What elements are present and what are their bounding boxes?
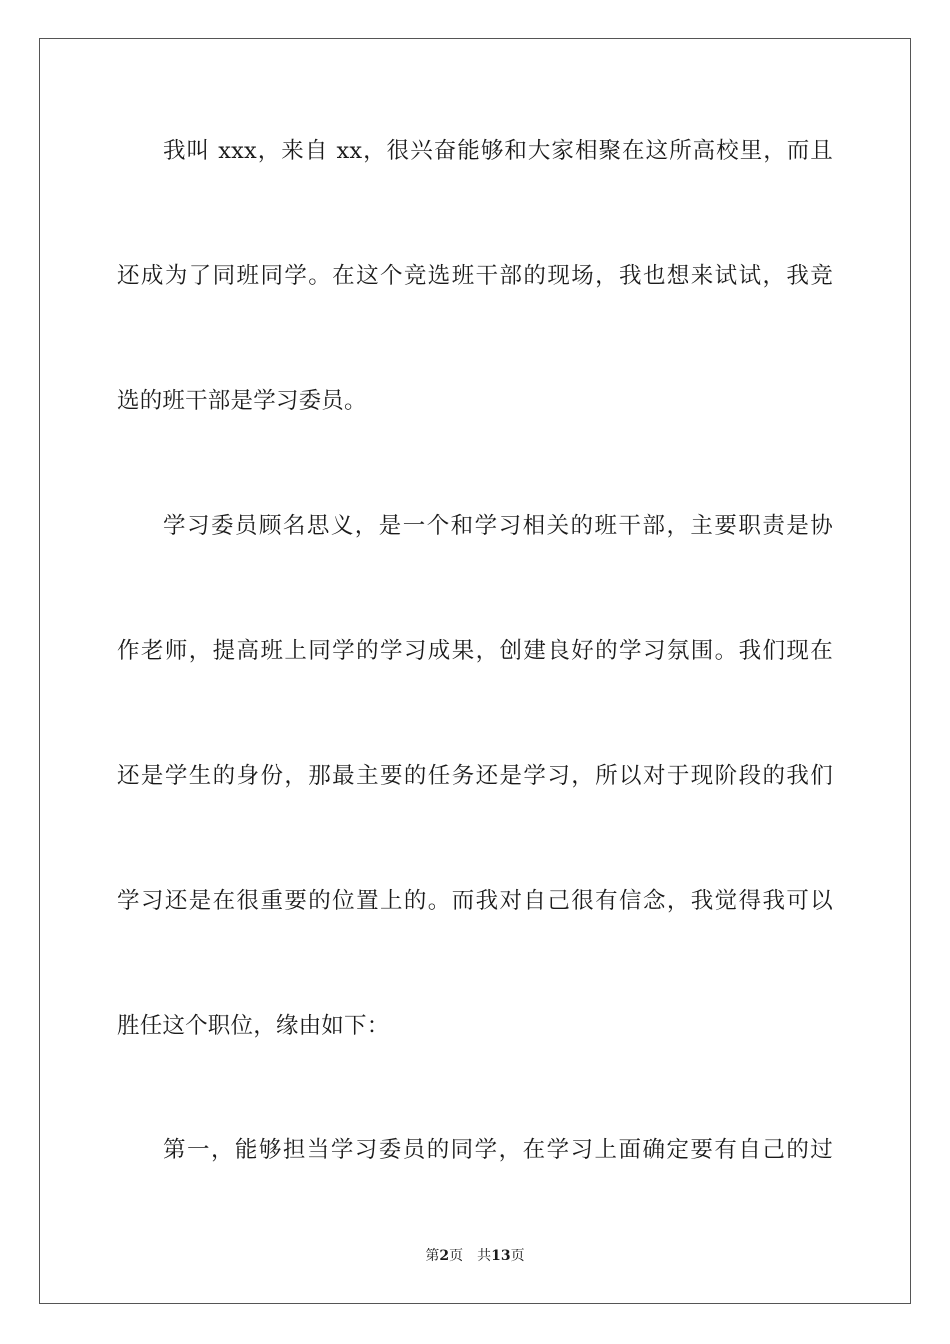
paragraph-line: 我叫 xxx，来自 xx，很兴奋能够和大家相聚在这所高校里，而且 — [163, 138, 833, 164]
total-page-number: 13 — [491, 1248, 511, 1264]
paragraph-line: 第一，能够担当学习委员的同学，在学习上面确定要有自己的过 — [163, 1137, 833, 1163]
page-border — [39, 38, 911, 1304]
paragraph-line: 还成为了同班同学。在这个竞选班干部的现场，我也想来试试，我竞 — [117, 263, 833, 289]
paragraph-line: 选的班干部是学习委员。 — [117, 388, 367, 414]
current-page-number: 2 — [439, 1248, 450, 1264]
page-prefix: 第 — [425, 1248, 440, 1264]
paragraph-line: 作老师，提高班上同学的学习成果，创建良好的学习氛围。我们现在 — [117, 638, 833, 664]
paragraph-line: 还是学生的身份，那最主要的任务还是学习，所以对于现阶段的我们 — [117, 763, 833, 789]
page-suffix: 页 — [510, 1248, 525, 1264]
page-mid-text: 页 共 — [449, 1248, 492, 1264]
paragraph-line: 胜任这个职位，缘由如下： — [117, 1013, 390, 1039]
paragraph-line: 学习还是在很重要的位置上的。而我对自己很有信念，我觉得我可以 — [117, 888, 833, 914]
paragraph-line: 学习委员顾名思义，是一个和学习相关的班干部，主要职责是协 — [163, 513, 833, 539]
page-number-footer — [0, 1246, 950, 1266]
